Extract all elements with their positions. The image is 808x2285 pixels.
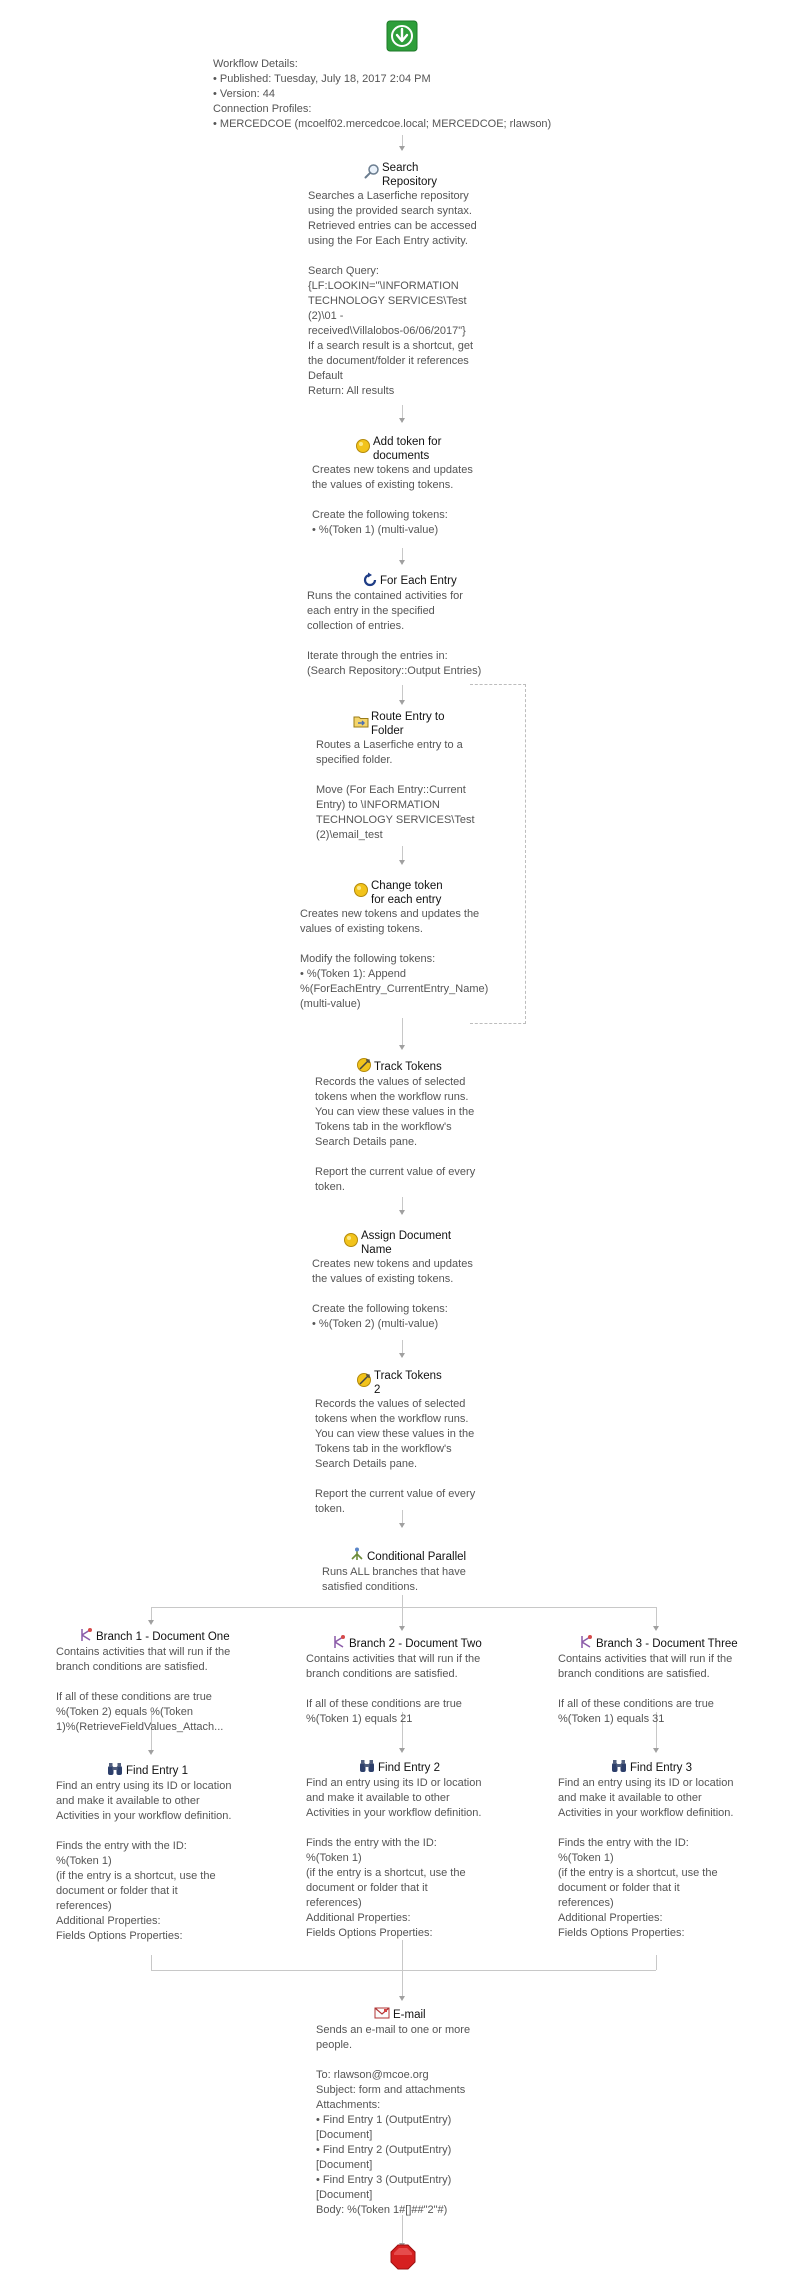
connector bbox=[151, 1955, 152, 1970]
track-tokens-2-title[interactable]: Track Tokens 2 bbox=[374, 1370, 442, 1396]
search-repository-icon bbox=[364, 163, 380, 179]
desc-line: Report the current value of every bbox=[315, 1488, 476, 1500]
details-version: • Version: 44 bbox=[213, 88, 275, 100]
branch-icon bbox=[78, 1627, 94, 1643]
desc-line: Find an entry using its ID or location bbox=[56, 1780, 232, 1792]
desc-line: %(Token 1) bbox=[558, 1852, 614, 1864]
desc-line: • Find Entry 2 (OutputEntry) bbox=[316, 2144, 452, 2156]
track-tokens-desc bbox=[315, 1075, 475, 1195]
conditional-parallel-title[interactable]: Conditional Parallel bbox=[367, 1551, 467, 1563]
connector bbox=[402, 1940, 403, 1998]
desc-line: Return: All results bbox=[308, 385, 395, 397]
desc-line: Runs the contained activities for bbox=[307, 590, 463, 602]
conditional-parallel-desc bbox=[322, 1565, 466, 1595]
desc-line: Create the following tokens: bbox=[312, 1303, 448, 1315]
desc-line: branch conditions are satisfied. bbox=[56, 1661, 208, 1673]
for-each-loop-icon bbox=[362, 572, 378, 588]
desc-line: Fields Options Properties: bbox=[56, 1930, 183, 1942]
desc-line bbox=[558, 1682, 732, 1697]
desc-line bbox=[312, 493, 473, 508]
desc-line: %(Token 1) bbox=[56, 1855, 112, 1867]
desc-line: Additional Properties: bbox=[306, 1912, 411, 1924]
assign-document-name-title[interactable]: Assign Document Name bbox=[361, 1230, 452, 1256]
find-entry-3-title[interactable]: Find Entry 3 bbox=[630, 1762, 692, 1774]
conditional-parallel-icon bbox=[349, 1547, 365, 1563]
connector bbox=[656, 1955, 657, 1970]
desc-line: Search Details pane. bbox=[315, 1136, 418, 1148]
connector-arrow bbox=[148, 1750, 154, 1755]
find-entry-binoculars-icon bbox=[359, 1758, 375, 1774]
details-connection-heading: Connection Profiles: bbox=[213, 103, 312, 115]
connector bbox=[402, 2215, 403, 2245]
desc-line: Sends an e-mail to one or more bbox=[316, 2024, 471, 2036]
find-entry-binoculars-icon bbox=[611, 1758, 627, 1774]
desc-line: Search Query: bbox=[308, 265, 379, 277]
parallel-split-bar bbox=[151, 1607, 656, 1608]
branch-icon bbox=[331, 1634, 347, 1650]
connector-arrow bbox=[148, 1620, 154, 1625]
desc-line: If all of these conditions are true bbox=[306, 1698, 462, 1710]
route-entry-title[interactable]: Route Entry to Folder bbox=[371, 711, 445, 737]
desc-line: [Document] bbox=[316, 2189, 373, 2201]
branch-3-title[interactable]: Branch 3 - Document Three bbox=[596, 1638, 738, 1650]
desc-line: each entry in the specified bbox=[307, 605, 435, 617]
desc-line: Tokens tab in the workflow's bbox=[315, 1121, 452, 1133]
desc-line: Contains activities that will run if the bbox=[558, 1653, 733, 1665]
route-folder-icon bbox=[353, 713, 369, 729]
desc-line: TECHNOLOGY SERVICES\Test bbox=[308, 295, 467, 307]
token-icon bbox=[353, 882, 369, 898]
desc-line: [Document] bbox=[316, 2159, 373, 2171]
connector-arrow bbox=[399, 1523, 405, 1528]
details-heading: Workflow Details: bbox=[213, 58, 298, 70]
desc-line: • %(Token 1) (multi-value) bbox=[312, 524, 439, 536]
desc-line: Create the following tokens: bbox=[312, 509, 448, 521]
desc-line: tokens when the workflow runs. bbox=[315, 1091, 469, 1103]
desc-line: Activities in your workflow definition. bbox=[558, 1807, 734, 1819]
desc-line bbox=[300, 937, 488, 952]
connector-arrow bbox=[399, 1210, 405, 1215]
details-connection: • MERCEDCOE (mcoelf02.mercedcoe.local; MERCEDCOE; rlawson) bbox=[213, 118, 552, 130]
desc-line: Contains activities that will run if the bbox=[306, 1653, 481, 1665]
route-entry-desc bbox=[316, 738, 475, 843]
branch-1-desc bbox=[56, 1645, 230, 1735]
desc-line: references) bbox=[56, 1900, 112, 1912]
connector-arrow bbox=[399, 146, 405, 151]
desc-line bbox=[307, 634, 481, 649]
details-published: • Published: Tuesday, July 18, 2017 2:04 PM bbox=[213, 73, 431, 85]
desc-line: Subject: form and attachments bbox=[316, 2084, 466, 2096]
find-entry-3-desc bbox=[558, 1776, 733, 1941]
desc-line: and make it available to other bbox=[558, 1792, 702, 1804]
desc-line: Records the values of selected bbox=[315, 1076, 466, 1088]
desc-line: %(ForEachEntry_CurrentEntry_Name) bbox=[300, 983, 489, 995]
track-tokens-icon bbox=[356, 1057, 372, 1073]
connector-arrow bbox=[399, 860, 405, 865]
search-repository-title[interactable]: Search Repository bbox=[382, 162, 437, 188]
desc-line: Attachments: bbox=[316, 2099, 381, 2111]
desc-line: received\Villalobos-06/06/2017"} bbox=[308, 325, 466, 337]
desc-line: To: rlawson@mcoe.org bbox=[316, 2069, 429, 2081]
desc-line bbox=[306, 1821, 481, 1836]
desc-line: • %(Token 1): Append bbox=[300, 968, 406, 980]
connector-arrow bbox=[399, 418, 405, 423]
connector-arrow bbox=[399, 1626, 405, 1631]
add-token-desc bbox=[312, 463, 473, 538]
find-entry-2-desc bbox=[306, 1776, 481, 1941]
desc-line bbox=[306, 1682, 480, 1697]
stop-icon bbox=[390, 2244, 416, 2270]
desc-line: Finds the entry with the ID: bbox=[306, 1837, 437, 1849]
branch-2-desc bbox=[306, 1652, 480, 1727]
branch-2-title[interactable]: Branch 2 - Document Two bbox=[349, 1638, 482, 1650]
desc-line: %(Token 1) equals 31 bbox=[558, 1713, 665, 1725]
desc-line: If all of these conditions are true bbox=[56, 1691, 212, 1703]
desc-line: (if the entry is a shortcut, use the bbox=[56, 1870, 216, 1882]
desc-line: (if the entry is a shortcut, use the bbox=[306, 1867, 466, 1879]
desc-line: Find an entry using its ID or location bbox=[558, 1777, 734, 1789]
workflow-details bbox=[213, 57, 551, 132]
desc-line: {LF:LOOKIN="\INFORMATION bbox=[308, 280, 459, 292]
desc-line: Routes a Laserfiche entry to a bbox=[316, 739, 463, 751]
desc-line bbox=[312, 1287, 473, 1302]
track-tokens-2-desc bbox=[315, 1397, 475, 1517]
search-repository-desc bbox=[308, 189, 477, 399]
desc-line: %(Token 1) equals 21 bbox=[306, 1713, 413, 1725]
desc-line bbox=[56, 1675, 230, 1690]
desc-line: branch conditions are satisfied. bbox=[306, 1668, 458, 1680]
email-title[interactable]: E-mail bbox=[393, 2009, 426, 2021]
desc-line: Tokens tab in the workflow's bbox=[315, 1443, 452, 1455]
desc-line: Records the values of selected bbox=[315, 1398, 466, 1410]
desc-line: Additional Properties: bbox=[56, 1915, 161, 1927]
find-entry-1-title[interactable]: Find Entry 1 bbox=[126, 1765, 188, 1777]
connector bbox=[402, 1607, 403, 1628]
desc-line: You can view these values in the bbox=[315, 1106, 475, 1118]
desc-line: the values of existing tokens. bbox=[312, 1273, 454, 1285]
desc-line: using the For Each Entry activity. bbox=[308, 235, 468, 247]
desc-line: Activities in your workflow definition. bbox=[306, 1807, 482, 1819]
start-download-icon bbox=[386, 20, 418, 52]
desc-line: document or folder that it bbox=[306, 1882, 428, 1894]
desc-line: values of existing tokens. bbox=[300, 923, 423, 935]
desc-line: • Find Entry 1 (OutputEntry) bbox=[316, 2114, 452, 2126]
desc-line: Creates new tokens and updates bbox=[312, 1258, 473, 1270]
connector-arrow bbox=[399, 1045, 405, 1050]
branch-icon bbox=[578, 1634, 594, 1650]
desc-line: Search Details pane. bbox=[315, 1458, 418, 1470]
desc-line: references) bbox=[558, 1897, 614, 1909]
desc-line: Contains activities that will run if the bbox=[56, 1646, 231, 1658]
desc-line: the document/folder it references bbox=[308, 355, 469, 367]
desc-line bbox=[315, 1472, 475, 1487]
parallel-merge-bar bbox=[151, 1970, 656, 1971]
desc-line: document or folder that it bbox=[558, 1882, 680, 1894]
desc-line: (if the entry is a shortcut, use the bbox=[558, 1867, 718, 1879]
for-each-entry-desc bbox=[307, 589, 481, 679]
desc-line: the values of existing tokens. bbox=[312, 479, 454, 491]
desc-line: Finds the entry with the ID: bbox=[56, 1840, 187, 1852]
desc-line: token. bbox=[315, 1181, 345, 1193]
desc-line: and make it available to other bbox=[306, 1792, 450, 1804]
desc-line: TECHNOLOGY SERVICES\Test bbox=[316, 814, 475, 826]
connector-arrow bbox=[399, 1353, 405, 1358]
desc-line: If a search result is a shortcut, get bbox=[308, 340, 474, 352]
desc-line bbox=[56, 1824, 231, 1839]
branch-3-desc bbox=[558, 1652, 732, 1727]
connector-arrow bbox=[399, 1996, 405, 2001]
token-icon bbox=[355, 438, 371, 454]
email-icon bbox=[374, 2005, 390, 2021]
desc-line: Move (For Each Entry::Current bbox=[316, 784, 466, 796]
desc-line: Creates new tokens and updates bbox=[312, 464, 473, 476]
desc-line: (2)\01 - bbox=[308, 310, 344, 322]
desc-line: Retrieved entries can be accessed bbox=[308, 220, 477, 232]
desc-line: Modify the following tokens: bbox=[300, 953, 436, 965]
desc-line bbox=[316, 768, 475, 783]
desc-line: • Find Entry 3 (OutputEntry) bbox=[316, 2174, 452, 2186]
desc-line: collection of entries. bbox=[307, 620, 405, 632]
connector bbox=[402, 1595, 403, 1607]
desc-line: • %(Token 2) (multi-value) bbox=[312, 1318, 439, 1330]
email-desc bbox=[316, 2023, 470, 2218]
change-token-desc bbox=[300, 907, 488, 1012]
desc-line: Fields Options Properties: bbox=[558, 1927, 685, 1939]
desc-line: Find an entry using its ID or location bbox=[306, 1777, 482, 1789]
connector-arrow bbox=[399, 700, 405, 705]
desc-line: Searches a Laserfiche repository bbox=[308, 190, 469, 202]
change-token-title[interactable]: Change token for each entry bbox=[371, 880, 443, 906]
desc-line: %(Token 2) equals %(Token bbox=[56, 1706, 193, 1718]
desc-line: You can view these values in the bbox=[315, 1428, 475, 1440]
desc-line: (2)\email_test bbox=[316, 829, 383, 841]
desc-line: token. bbox=[315, 1503, 345, 1515]
desc-line bbox=[316, 2053, 470, 2068]
desc-line: Body: %(Token 1#[]##"2"#) bbox=[316, 2204, 448, 2216]
add-token-title[interactable]: Add token for documents bbox=[373, 436, 442, 462]
track-tokens-icon bbox=[356, 1372, 372, 1388]
connector bbox=[656, 1607, 657, 1628]
desc-line bbox=[308, 249, 477, 264]
desc-line: [Document] bbox=[316, 2129, 373, 2141]
desc-line: specified folder. bbox=[316, 754, 393, 766]
desc-line bbox=[315, 1150, 475, 1165]
connector bbox=[402, 1018, 403, 1048]
desc-line: Finds the entry with the ID: bbox=[558, 1837, 689, 1849]
desc-line: (multi-value) bbox=[300, 998, 361, 1010]
connector-arrow bbox=[399, 560, 405, 565]
desc-line: references) bbox=[306, 1897, 362, 1909]
desc-line: branch conditions are satisfied. bbox=[558, 1668, 710, 1680]
desc-line: Default bbox=[308, 370, 343, 382]
desc-line: satisfied conditions. bbox=[322, 1581, 418, 1593]
desc-line: Activities in your workflow definition. bbox=[56, 1810, 232, 1822]
connector-arrow bbox=[653, 1748, 659, 1753]
desc-line: Fields Options Properties: bbox=[306, 1927, 433, 1939]
desc-line: Runs ALL branches that have bbox=[322, 1566, 466, 1578]
assign-document-name-desc bbox=[312, 1257, 473, 1332]
desc-line: document or folder that it bbox=[56, 1885, 178, 1897]
branch-1-title[interactable]: Branch 1 - Document One bbox=[96, 1631, 230, 1643]
token-icon bbox=[343, 1232, 359, 1248]
desc-line bbox=[558, 1821, 733, 1836]
desc-line: 1)%(RetrieveFieldValues_Attach... bbox=[56, 1721, 224, 1733]
desc-line: Iterate through the entries in: bbox=[307, 650, 448, 662]
desc-line: Creates new tokens and updates the bbox=[300, 908, 480, 920]
desc-line: %(Token 1) bbox=[306, 1852, 362, 1864]
desc-line: Report the current value of every bbox=[315, 1166, 476, 1178]
for-each-entry-title[interactable]: For Each Entry bbox=[380, 575, 457, 587]
find-entry-2-title[interactable]: Find Entry 2 bbox=[378, 1762, 440, 1774]
desc-line: Additional Properties: bbox=[558, 1912, 663, 1924]
desc-line: (Search Repository::Output Entries) bbox=[307, 665, 482, 677]
desc-line: Entry) to \INFORMATION bbox=[316, 799, 440, 811]
connector-arrow bbox=[399, 1748, 405, 1753]
connector-arrow bbox=[653, 1626, 659, 1631]
desc-line: people. bbox=[316, 2039, 353, 2051]
find-entry-1-desc bbox=[56, 1779, 231, 1944]
desc-line: and make it available to other bbox=[56, 1795, 200, 1807]
desc-line: using the provided search syntax. bbox=[308, 205, 472, 217]
find-entry-binoculars-icon bbox=[107, 1761, 123, 1777]
track-tokens-title[interactable]: Track Tokens bbox=[374, 1061, 442, 1073]
desc-line: If all of these conditions are true bbox=[558, 1698, 714, 1710]
desc-line: tokens when the workflow runs. bbox=[315, 1413, 469, 1425]
